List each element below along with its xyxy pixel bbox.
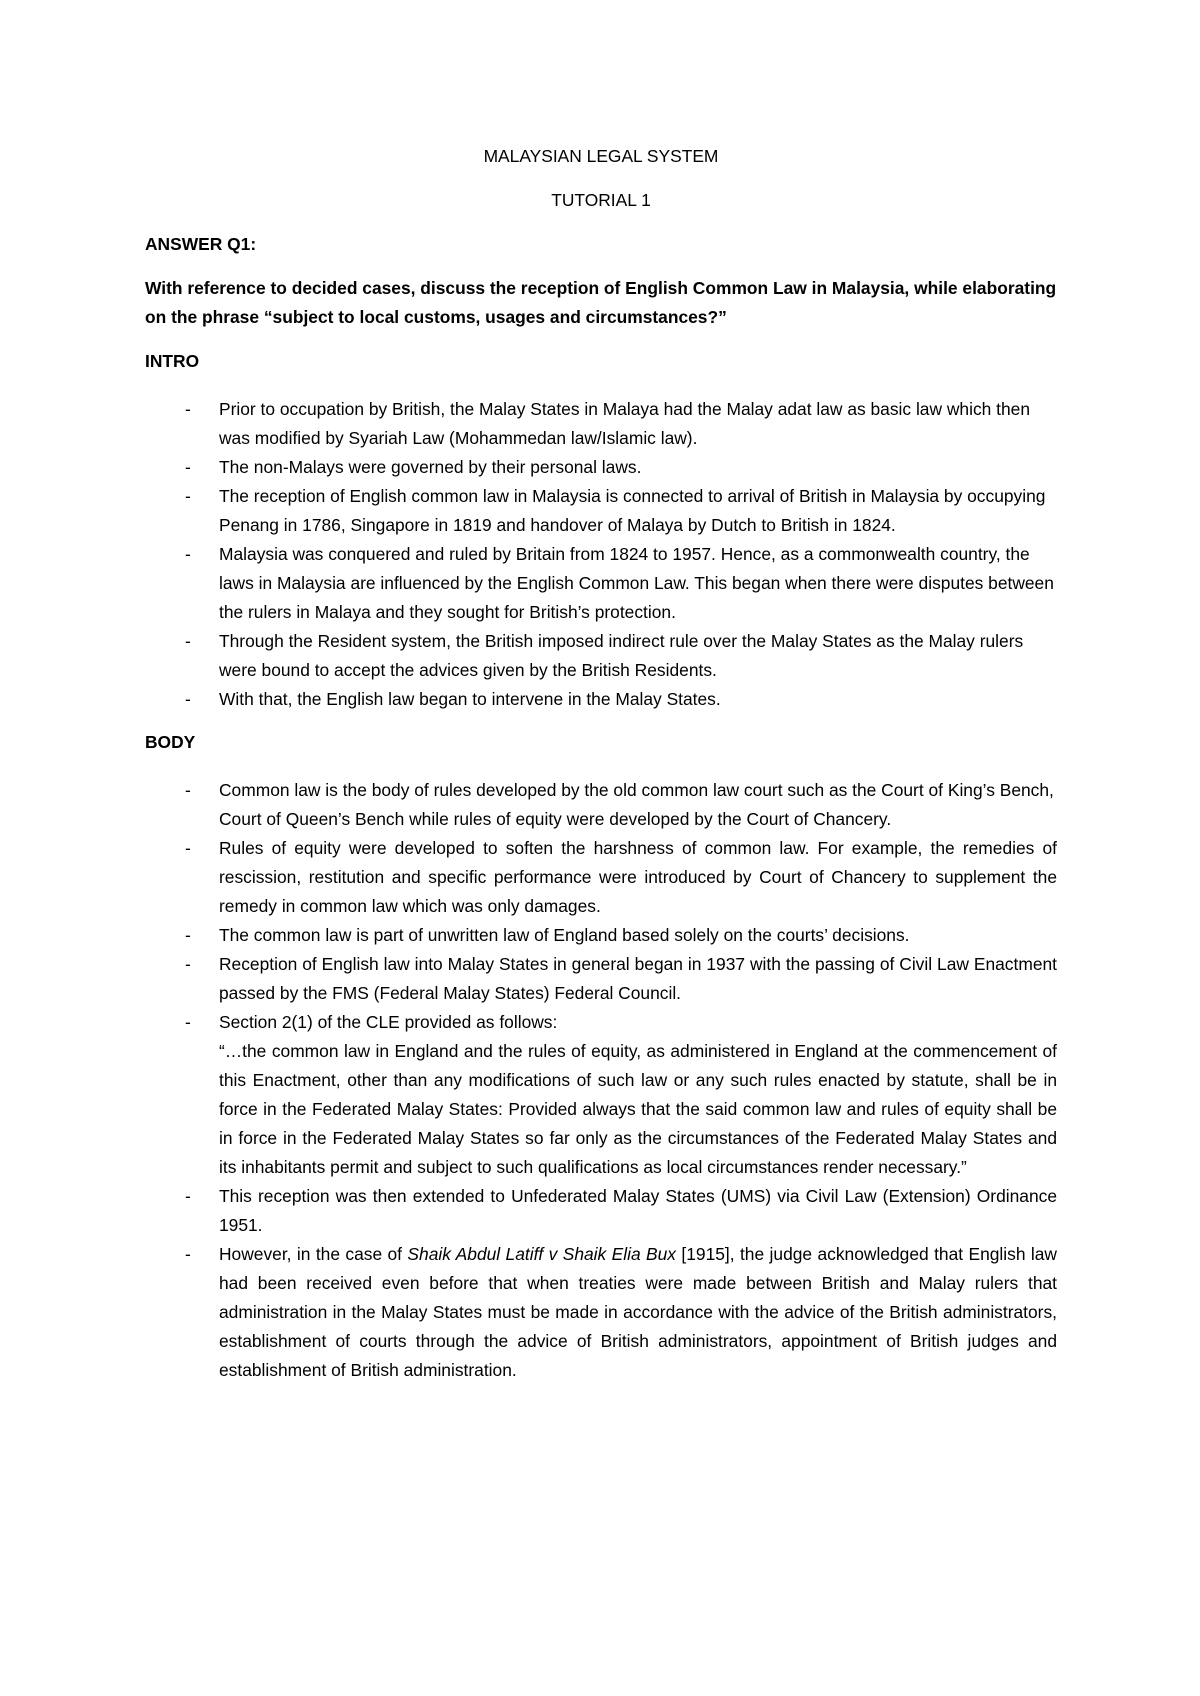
list-item	[145, 1182, 1057, 1240]
bullet-dash: -	[185, 925, 191, 945]
bullet-dash: -	[185, 838, 191, 858]
bullet-dash: -	[185, 780, 191, 800]
body-heading: BODY	[145, 732, 196, 752]
list-item	[145, 627, 1057, 685]
bullet-dash: -	[185, 954, 191, 974]
question-text: With reference to decided cases, discuss the reception of English Common Law in Malaysia, while elaborating on the phrase “subject to local customs, usages and circumstances?”	[145, 278, 1057, 327]
list-item-text: The non-Malays were governed by their personal laws.	[219, 457, 642, 477]
case-name: Shaik Abdul Latiff v Shaik Elia Bux	[407, 1244, 676, 1264]
list-item-text: The reception of English common law in Malaysia is connected to arrival of British in Malaysia by occupying Penang in 1786, Singapore in 1819 and handover of Malaya by Dutch to British in 1824.	[219, 486, 1046, 535]
bullet-dash: -	[185, 544, 191, 564]
answer-label: ANSWER Q1:	[145, 234, 257, 254]
bullet-dash: -	[185, 399, 191, 419]
list-item	[145, 685, 1057, 714]
list-item-text: Reception of English law into Malay States in general began in 1937 with the passing of Civil Law Enactment passed by the FMS (Federal Malay States) Federal Council.	[219, 954, 1057, 1003]
list-item-text: This reception was then extended to Unfederated Malay States (UMS) via Civil Law (Extension) Ordinance 1951.	[219, 1186, 1057, 1235]
intro-heading: INTRO	[145, 351, 200, 371]
list-item-text: Rules of equity were developed to soften the harshness of common law. For example, the remedies of rescission, restitution and specific performance were introduced by Court of Chancery to supplement the remedy in common law which was only damages.	[219, 838, 1057, 916]
list-item-text: Prior to occupation by British, the Malay States in Malaya had the Malay adat law as basic law which then was modified by Syariah Law (Mohammedan law/Islamic law).	[219, 399, 1031, 448]
list-item	[145, 482, 1057, 540]
list-item-text: With that, the English law began to intervene in the Malay States.	[219, 689, 721, 709]
case-text-after: [1915], the judge acknowledged that English law had been received even before that when treaties were made between British and Malay rulers that administration in the Malay States must be made in accordance with the advice of the British administrators, establishment of courts through the advice of British administrators, appointment of British judges and establishment of British administration.	[219, 1244, 1057, 1380]
list-item	[145, 453, 1057, 482]
document-title: MALAYSIAN LEGAL SYSTEM	[483, 146, 719, 166]
bullet-dash: -	[185, 486, 191, 506]
list-item	[145, 921, 1057, 950]
list-item-text: Common law is the body of rules developed by the old common law court such as the Court of King’s Bench, Court of Queen’s Bench while rules of equity were developed by the Court of Chancery.	[219, 780, 1054, 829]
bullet-dash: -	[185, 631, 191, 651]
list-item	[145, 540, 1057, 627]
document-content	[145, 144, 1057, 1401]
list-item	[145, 1008, 1057, 1182]
list-item	[145, 1240, 1057, 1385]
list-item	[145, 834, 1057, 921]
list-item-text: The common law is part of unwritten law of England based solely on the courts’ decisions.	[219, 925, 910, 945]
intro-list	[145, 395, 1057, 714]
body-list	[145, 776, 1057, 1385]
list-item	[145, 950, 1057, 1008]
bullet-dash: -	[185, 457, 191, 477]
bullet-dash: -	[185, 1244, 191, 1264]
document-subtitle: TUTORIAL 1	[551, 190, 651, 210]
list-item-text: Through the Resident system, the British imposed indirect rule over the Malay States as the Malay rulers were bound to accept the advices given by the British Residents.	[219, 631, 1024, 680]
bullet-dash: -	[185, 1186, 191, 1206]
bullet-dash: -	[185, 1012, 191, 1032]
case-text-before: However, in the case of	[219, 1244, 408, 1264]
bullet-dash: -	[185, 689, 191, 709]
section-quote: “…the common law in England and the rules of equity, as administered in England at the commencement of this Enactment, other than any modifications of such law or any such rules enacted by statute, shall be in force in the Federated Malay States: Provided always that the said common law and rules of equity shall be in force in the Federated Malay States so far only as the circumstances of the Federated Malay States and its inhabitants permit and subject to such qualifications as local circumstances render necessary.”	[219, 1041, 1057, 1177]
list-item-text: Section 2(1) of the CLE provided as follows:	[219, 1012, 558, 1032]
list-item	[145, 776, 1057, 834]
list-item	[145, 395, 1057, 453]
list-item-text: Malaysia was conquered and ruled by Britain from 1824 to 1957. Hence, as a commonwealth country, the laws in Malaysia are influenced by the English Common Law. This began when there were disputes between the rulers in Malaya and they sought for British’s protection.	[219, 544, 1054, 622]
